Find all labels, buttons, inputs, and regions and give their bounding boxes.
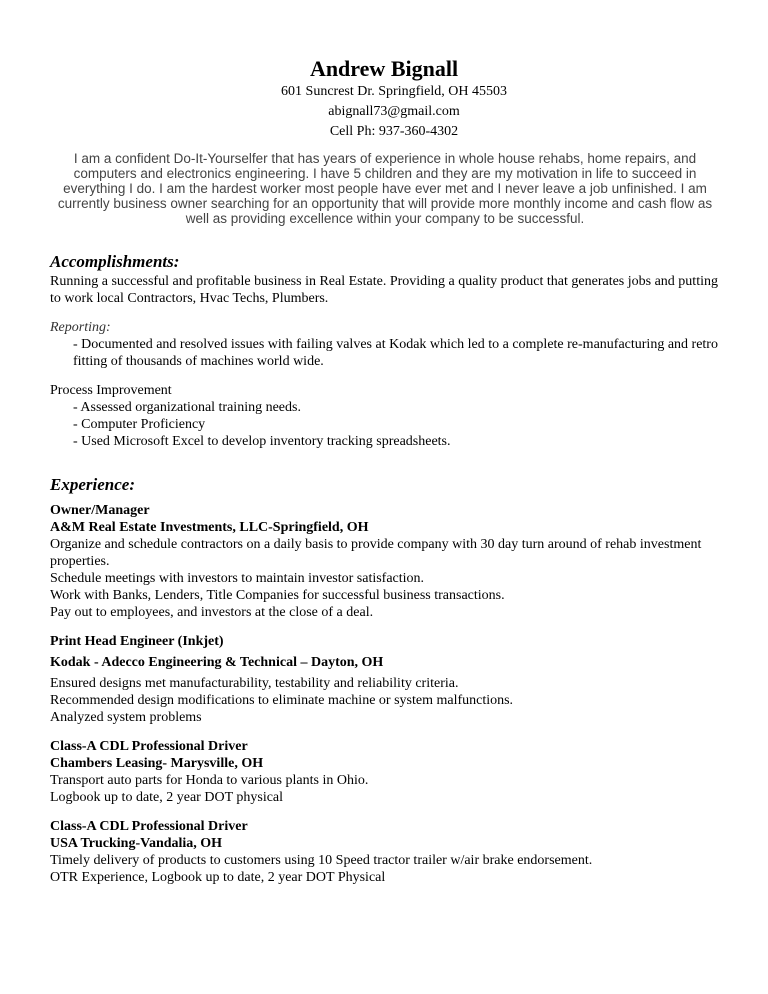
job-role: Class-A CDL Professional Driver xyxy=(50,739,248,754)
reporting-label: Reporting: xyxy=(50,320,111,335)
job-entry xyxy=(50,818,730,886)
job-duty: Transport auto parts for Honda to various plants in Ohio. xyxy=(50,773,369,788)
candidate-name: Andrew Bignall xyxy=(309,56,459,81)
process-label: Process Improvement xyxy=(50,383,172,398)
resume-header xyxy=(0,56,768,142)
job-duty: Timely delivery of products to customers using 10 Speed tractor trailer w/air brake endorsement. xyxy=(50,853,593,868)
job-role: Owner/Manager xyxy=(50,503,150,518)
accomplishments-section xyxy=(50,251,730,450)
job-company: A&M Real Estate Investments, LLC-Springfield, OH xyxy=(50,520,369,535)
experience-section xyxy=(50,474,730,886)
process-item: - Computer Proficiency xyxy=(73,417,206,432)
job-entry xyxy=(50,633,730,726)
job-duty: Recommended design modifications to eliminate machine or system malfunctions. xyxy=(50,693,514,708)
accomplishments-heading: Accomplishments: xyxy=(50,252,180,271)
job-duty: Schedule meetings with investors to maintain investor satisfaction. xyxy=(50,571,425,586)
job-duty: Logbook up to date, 2 year DOT physical xyxy=(50,790,284,805)
reporting-item: - Documented and resolved issues with failing valves at Kodak which led to a complete re-manufacturing and retro fitting of thousands of machines world wide. xyxy=(73,337,718,369)
job-company: Chambers Leasing- Marysville, OH xyxy=(50,756,264,771)
process-item: - Used Microsoft Excel to develop inventory tracking spreadsheets. xyxy=(73,434,451,449)
job-duty: Analyzed system problems xyxy=(50,710,202,725)
address: 601 Suncrest Dr. Springfield, OH 45503 xyxy=(281,84,507,99)
job-role: Print Head Engineer (Inkjet) xyxy=(50,634,224,649)
job-duty: Ensured designs met manufacturability, testability and reliability criteria. xyxy=(50,676,459,691)
job-duty: Organize and schedule contractors on a daily basis to provide company with 30 day turn around of rehab investment properties. xyxy=(50,537,702,569)
accomplishments-intro: Running a successful and profitable business in Real Estate. Providing a quality product that generates jobs and putting to work local Contractors, Hvac Techs, Plumbers. xyxy=(50,274,718,306)
email: abignall73@gmail.com xyxy=(328,104,460,119)
process-item: - Assessed organizational training needs. xyxy=(73,400,301,415)
experience-heading: Experience: xyxy=(50,475,135,494)
job-entry xyxy=(50,502,730,621)
summary-paragraph: I am a confident Do-It-Yourselfer that has years of experience in whole house rehabs, home repairs, and computers and electronics engineering. I have 5 children and they are my motivation in life to succeed in everything I do. I am the hardest worker most people have ever met and I never leave a job unfinished. I am currently business owner searching for an opportunity that will provide more monthly income and cash flow as well as providing excellence within your company to be successful. xyxy=(57,151,713,226)
job-entry xyxy=(50,738,730,806)
job-role: Class-A CDL Professional Driver xyxy=(50,819,248,834)
job-company: Kodak - Adecco Engineering & Technical – Dayton, OH xyxy=(50,655,384,670)
job-duty: Pay out to employees, and investors at the close of a deal. xyxy=(50,605,374,620)
job-company: USA Trucking-Vandalia, OH xyxy=(50,836,223,851)
job-duty: Work with Banks, Lenders, Title Companies for successful business transactions. xyxy=(50,588,505,603)
job-duty: OTR Experience, Logbook up to date, 2 year DOT Physical xyxy=(50,870,386,885)
phone: Cell Ph: 937-360-4302 xyxy=(329,124,459,139)
